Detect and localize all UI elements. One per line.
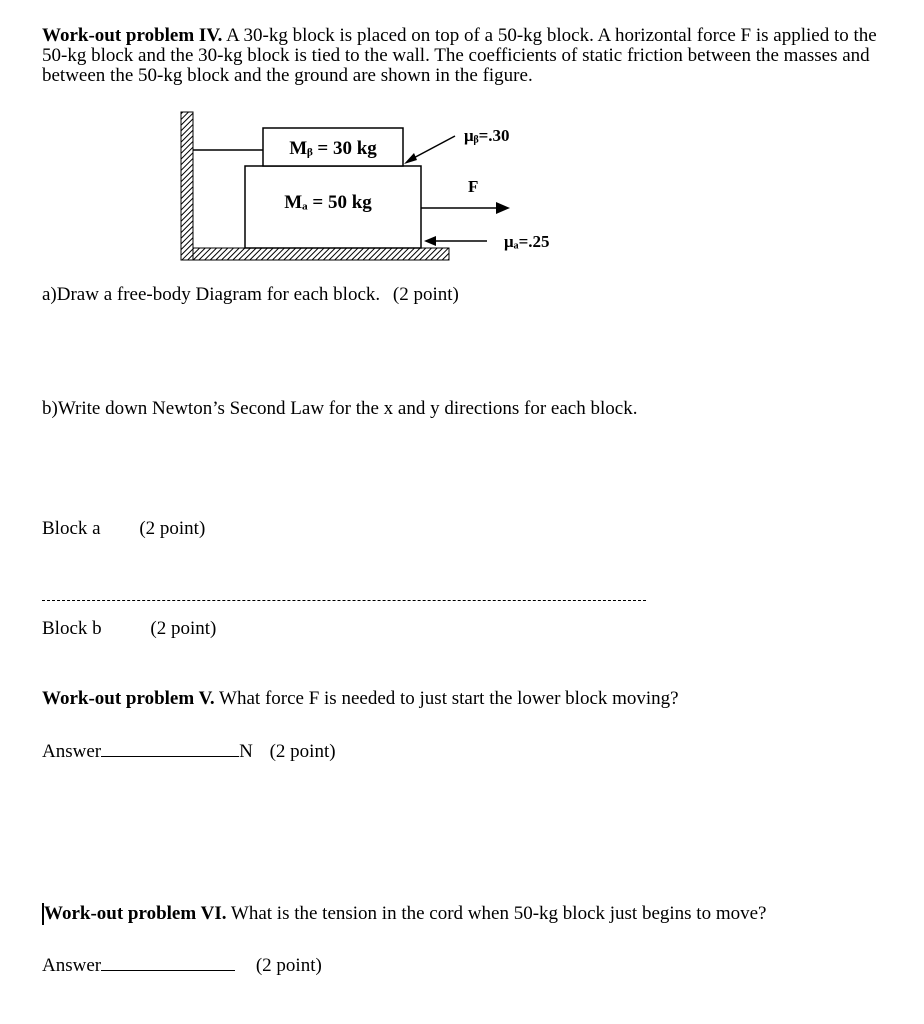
problem-5-points: (2 point) bbox=[269, 741, 336, 762]
problem-5 bbox=[42, 688, 679, 710]
ground bbox=[193, 248, 449, 260]
problem-6-answer-label: Answer bbox=[42, 955, 102, 976]
part-a bbox=[42, 284, 459, 306]
problem-5-answer-row bbox=[42, 740, 336, 763]
blocks-figure bbox=[0, 0, 924, 290]
dashed-divider bbox=[42, 600, 646, 601]
problem-5-question: What force F is needed to just start the lower block moving? bbox=[219, 688, 679, 709]
problem-6-question: What is the tension in the cord when 50-kg block just begins to move? bbox=[230, 903, 767, 924]
problem-5-answer-blank[interactable] bbox=[101, 740, 239, 757]
force-arrowhead bbox=[496, 202, 510, 214]
mu-b-label: μᵦ=.30 bbox=[464, 126, 510, 145]
block-b-points: (2 point) bbox=[150, 618, 217, 639]
problem-6 bbox=[44, 903, 766, 925]
problem-6-title: Work-out problem VI. bbox=[44, 903, 227, 924]
mu-b-arrowhead bbox=[404, 153, 417, 164]
problem-4-title: Work-out problem IV. bbox=[42, 25, 223, 46]
force-label: F bbox=[468, 177, 479, 196]
block-b-label-text: Block b bbox=[42, 618, 102, 639]
problem-5-title: Work-out problem V. bbox=[42, 688, 215, 709]
mu-a-label: μₐ=.25 bbox=[504, 232, 550, 251]
block-a-label-text: Block a bbox=[42, 518, 101, 539]
part-b bbox=[42, 398, 637, 420]
mu-a-arrowhead bbox=[424, 236, 436, 246]
block-b-row bbox=[42, 618, 216, 640]
block-b-label: Mᵦ = 30 kg bbox=[289, 138, 377, 159]
wall bbox=[181, 112, 193, 260]
part-b-text: b)Write down Newton’s Second Law for the x and y directions for each block. bbox=[42, 398, 638, 419]
problem-6-points: (2 point) bbox=[255, 955, 322, 976]
block-a-label: Mₐ = 50 kg bbox=[284, 192, 372, 213]
problem-6-answer-row bbox=[42, 954, 322, 977]
part-a-text: a)Draw a free-body Diagram for each block. bbox=[42, 284, 381, 305]
problem-6-answer-blank[interactable] bbox=[101, 954, 235, 971]
problem-5-answer-label: Answer bbox=[42, 741, 102, 762]
problem-5-unit: N bbox=[239, 741, 253, 762]
problem-4-text: A 30-kg block is placed on top of a 50-kg block. A horizontal force F is applied to the 50-kg block and the 30-kg block is tied to the wall. The coefficients of static friction between the masses and between the 50-kg block and the ground are shown in the figure. bbox=[42, 25, 877, 86]
part-a-points: (2 point) bbox=[392, 284, 459, 305]
block-a-points: (2 point) bbox=[139, 518, 206, 539]
block-a-row bbox=[42, 518, 205, 540]
